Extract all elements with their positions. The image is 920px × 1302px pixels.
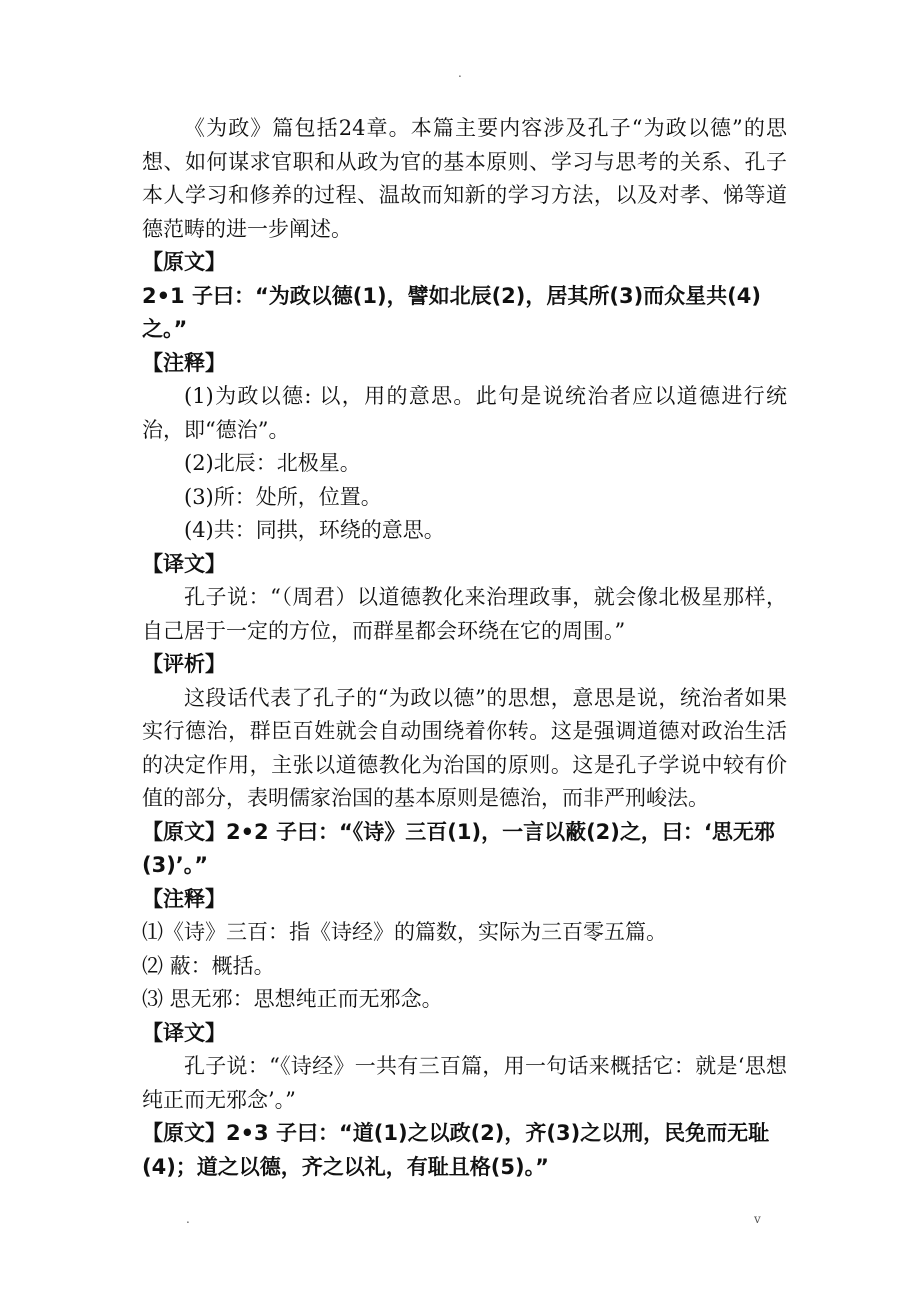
section1-note-1: (1)为政以德: 以，用的意思。此句是说统治者应以道德进行统治，即“德治”。 — [142, 384, 787, 442]
footer-right-mark: v — [754, 1212, 761, 1226]
top-mark: . — [458, 66, 462, 80]
section2-original-text: 【原文】2•2 子曰：“《诗》三百(1)，一言以蔽(2)之，曰：‘思无邪(3)’。” — [142, 819, 775, 877]
section1-analysis-heading: 【评析】 — [142, 652, 226, 676]
section1-note-4: (4)共：同拱，环绕的意思。 — [184, 518, 445, 542]
section1-note-2: (2)北辰：北极星。 — [184, 451, 361, 475]
section1-translation: 孔子说：“（周君）以道德教化来治理政事，就会像北极星那样，自己居于一定的方位，而群星都会环绕在它的周围。” — [142, 585, 787, 643]
intro-paragraph: 《为政》篇包括24章。本篇主要内容涉及孔子“为政以德”的思想、如何谋求官职和从政为官的基本原则、学习与思考的关系、孔子本人学习和修养的过程、温故而知新的学习方法，以及对孝、悌等道德范畴的进一步阐述。 — [142, 116, 787, 241]
section1-translation-heading: 【译文】 — [142, 551, 226, 576]
section2-translation: 孔子说：“《诗经》一共有三百篇，用一句话来概括它：就是‘思想纯正而无邪念’。” — [142, 1054, 787, 1112]
section3-original-text: 【原文】2•3 子曰：“道(1)之以政(2)，齐(3)之以刑，民免而无耻(4)；道之以德，齐之以礼，有耻且格(5)。” — [142, 1121, 770, 1179]
section1-original-text: 2•1 子曰：“为政以德(1)，譬如北辰(2)，居其所(3)而众星共(4)之。” — [142, 283, 761, 341]
section1-notes-heading: 【注释】 — [142, 350, 226, 375]
section2-notes-heading: 【注释】 — [142, 886, 226, 911]
section2-note-1: ⑴《诗》三百：指《诗经》的篇数，实际为三百零五篇。 — [142, 920, 667, 944]
section1-note-3: (3)所：处所，位置。 — [184, 484, 382, 509]
section2-note-3: ⑶ 思无邪：思想纯正而无邪念。 — [142, 987, 443, 1011]
document-body — [142, 112, 787, 1184]
section2-note-2: ⑵ 蔽：概括。 — [142, 953, 275, 978]
section1-analysis: 这段话代表了孔子的“为政以德”的思想，意思是说，统治者如果实行德治，群臣百姓就会自动围绕着你转。这是强调道德对政治生活的决定作用，主张以道德教化为治国的原则。这是孔子学说中较有价值的部分，表明儒家治国的基本原则是德治，而非严刑峻法。 — [142, 685, 787, 810]
section1-original-heading: 【原文】 — [142, 250, 226, 274]
section2-translation-heading: 【译文】 — [142, 1020, 226, 1045]
footer-left-mark: . — [186, 1212, 190, 1226]
